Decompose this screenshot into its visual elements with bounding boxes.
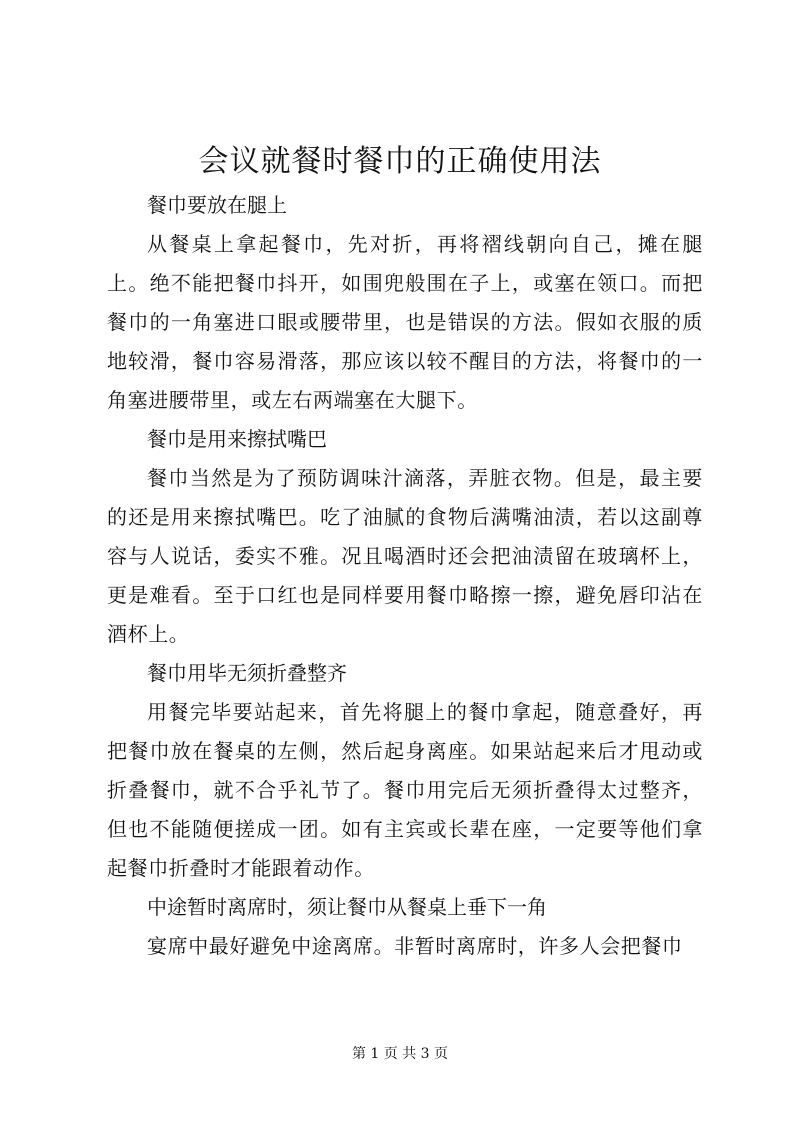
body-paragraph: 从餐桌上拿起餐巾，先对折，再将褶线朝向自己，摊在腿上。绝不能把餐巾抖开，如围兜般围在子上，或塞在领口。而把餐巾的一角塞进口眼或腰带里，也是错误的方法。假如衣服的质地较滑，餐巾容易滑落，那应该以较不醒目的方法，将餐巾的一角塞进腰带里，或左右两端塞在大腿下。: [107, 232, 703, 412]
page-footer: 第 1 页 共 3 页: [351, 1046, 449, 1062]
section-heading: 中途暂时离席时，须让餐巾从餐桌上垂下一角: [147, 895, 547, 919]
document-body: [107, 186, 703, 966]
body-paragraph: 用餐完毕要站起来，首先将腿上的餐巾拿起，随意叠好，再把餐巾放在餐桌的左侧，然后起身离座。如果站起来后才甩动或折叠餐巾，就不合乎礼节了。餐巾用完后无须折叠得太过整齐，但也不能随便搓成一团。如有主宾或长辈在座，一定要等他们拿起餐巾折叠时才能跟着动作。: [107, 700, 703, 880]
section-heading: 餐巾要放在腿上: [147, 193, 287, 217]
document-title: 会议就餐时餐巾的正确使用法: [198, 144, 602, 179]
section-heading: 餐巾用毕无须折叠整齐: [147, 661, 347, 685]
body-paragraph: 宴席中最好避免中途离席。非暂时离席时，许多人会把餐巾: [147, 934, 683, 958]
body-paragraph: 餐巾当然是为了预防调味汁滴落，弄脏衣物。但是，最主要的还是用来擦拭嘴巴。吃了油腻的食物后满嘴油渍，若以这副尊容与人说话，委实不雅。况且喝酒时还会把油渍留在玻璃杯上，更是难看。至于口红也是同样要用餐巾略擦一擦，避免唇印沾在酒杯上。: [107, 466, 703, 646]
section-heading: 餐巾是用来擦拭嘴巴: [147, 427, 327, 451]
